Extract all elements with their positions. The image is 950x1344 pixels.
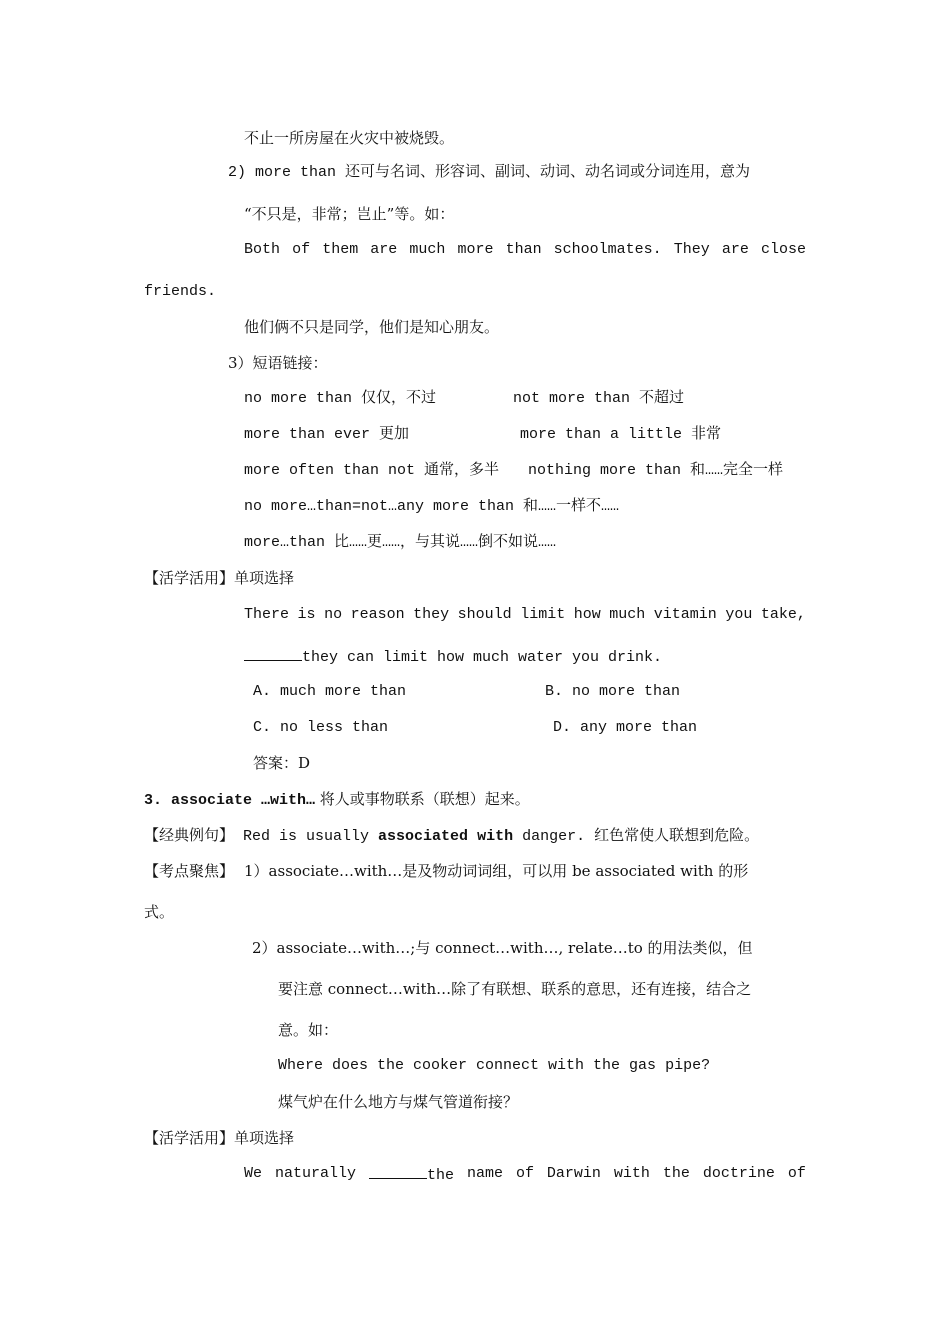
phrase-item: more often than not 通常，多半 [244,462,500,479]
text-line: “不只是，非常；岂止”等。如： [244,205,455,223]
phrase-item: no more than 仅仅，不过 [244,390,437,407]
word: schoolmates. [553,241,662,258]
word: naturally [274,1165,356,1182]
focus-line: 【考点聚焦】 1）associate…with…是及物动词词组，可以用 be associated with 的形 [144,862,749,880]
phrase-item: not more than 不超过 [513,390,685,407]
text-line: 2) more than 还可与名词、形容词、副词、动词、动名词或分词连用，意为 [228,164,751,181]
text-line: 式。 [144,903,175,921]
item-gloss: 将人或事物联系（联想）起来。 [315,790,530,808]
word: close [760,241,806,258]
word: are [370,241,398,258]
word: take, [760,606,806,623]
option-d: D. any more than [553,719,698,736]
question-line [244,646,662,668]
word: should [457,606,512,623]
option-b: B. no more than [545,683,681,700]
text-line: 意。如： [278,1021,339,1039]
question-line [244,605,806,625]
option-c: C. no less than [253,719,389,736]
text-line: 不止一所房屋在火灾中被烧毁。 [244,129,455,147]
item-title: 3. associate …with… [144,792,316,809]
word: much [409,241,446,258]
word: They [673,241,710,258]
word: doctrine [702,1165,775,1182]
word: of [292,241,311,258]
word: There [244,606,290,623]
answer-blank [244,646,302,661]
section-heading: 【活学活用】单项选择 [144,1129,295,1147]
word: are [721,241,749,258]
tag-label: 【考点聚焦】 [144,862,235,880]
key-phrase: associated with [378,828,514,845]
word: of [787,1165,806,1182]
word: of [515,1165,534,1182]
question-text: they can limit how much water you drink. [302,649,663,666]
translation: 煤气炉在什么地方与煤气管道衔接？ [278,1093,519,1111]
word: vitamin [653,606,717,623]
word: Darwin [546,1165,601,1182]
word: them [322,241,359,258]
phrase-item: more than a little 非常 [520,426,722,443]
text-line: 他们俩不只是同学，他们是知心朋友。 [244,318,500,336]
word: Both [244,241,281,258]
text-line: 要注意 connect…with…除了有联想、联系的意思，还有连接，结合之 [278,980,752,998]
word: how [573,606,601,623]
text-line: 3）短语链接： [228,354,328,372]
word: than [505,241,542,258]
text-line: friends. [144,283,217,300]
word: limit [520,606,566,623]
word: the [662,1165,690,1182]
word: they [413,606,450,623]
phrase-item: more than ever 更加 [244,426,410,443]
blank-word: the [369,1164,454,1186]
text-line: 2）associate…with…;与 connect…with…, relate…to 的用法类似，但 [252,939,753,957]
section-heading: 【活学活用】单项选择 [144,569,295,587]
phrase-item: no more…than=not…any more than 和……一样不…… [244,498,620,515]
word: with [613,1165,650,1182]
item-heading [144,789,530,811]
example-sentence: Where does the cooker connect with the gas pipe? [278,1057,711,1074]
word: much [609,606,646,623]
word: name [466,1165,503,1182]
example-sentence [244,240,806,260]
word: We [244,1165,263,1182]
word: you [725,606,753,623]
question-line [244,1164,806,1186]
answer-key: 答案：D [253,754,311,772]
answer-blank [369,1164,427,1179]
word: more [457,241,494,258]
word: is [297,606,316,623]
phrase-item: nothing more than 和……完全一样 [528,462,784,479]
word: no [324,606,343,623]
example-line: 【经典例句】 Red is usually associated with danger. 红色常使人联想到危险。 [144,826,760,845]
option-a: A. much more than [253,683,407,700]
word: reason [350,606,405,623]
tag-label: 【经典例句】 [144,826,235,844]
phrase-item: more…than 比……更……，与其说……倒不如说…… [244,534,557,551]
